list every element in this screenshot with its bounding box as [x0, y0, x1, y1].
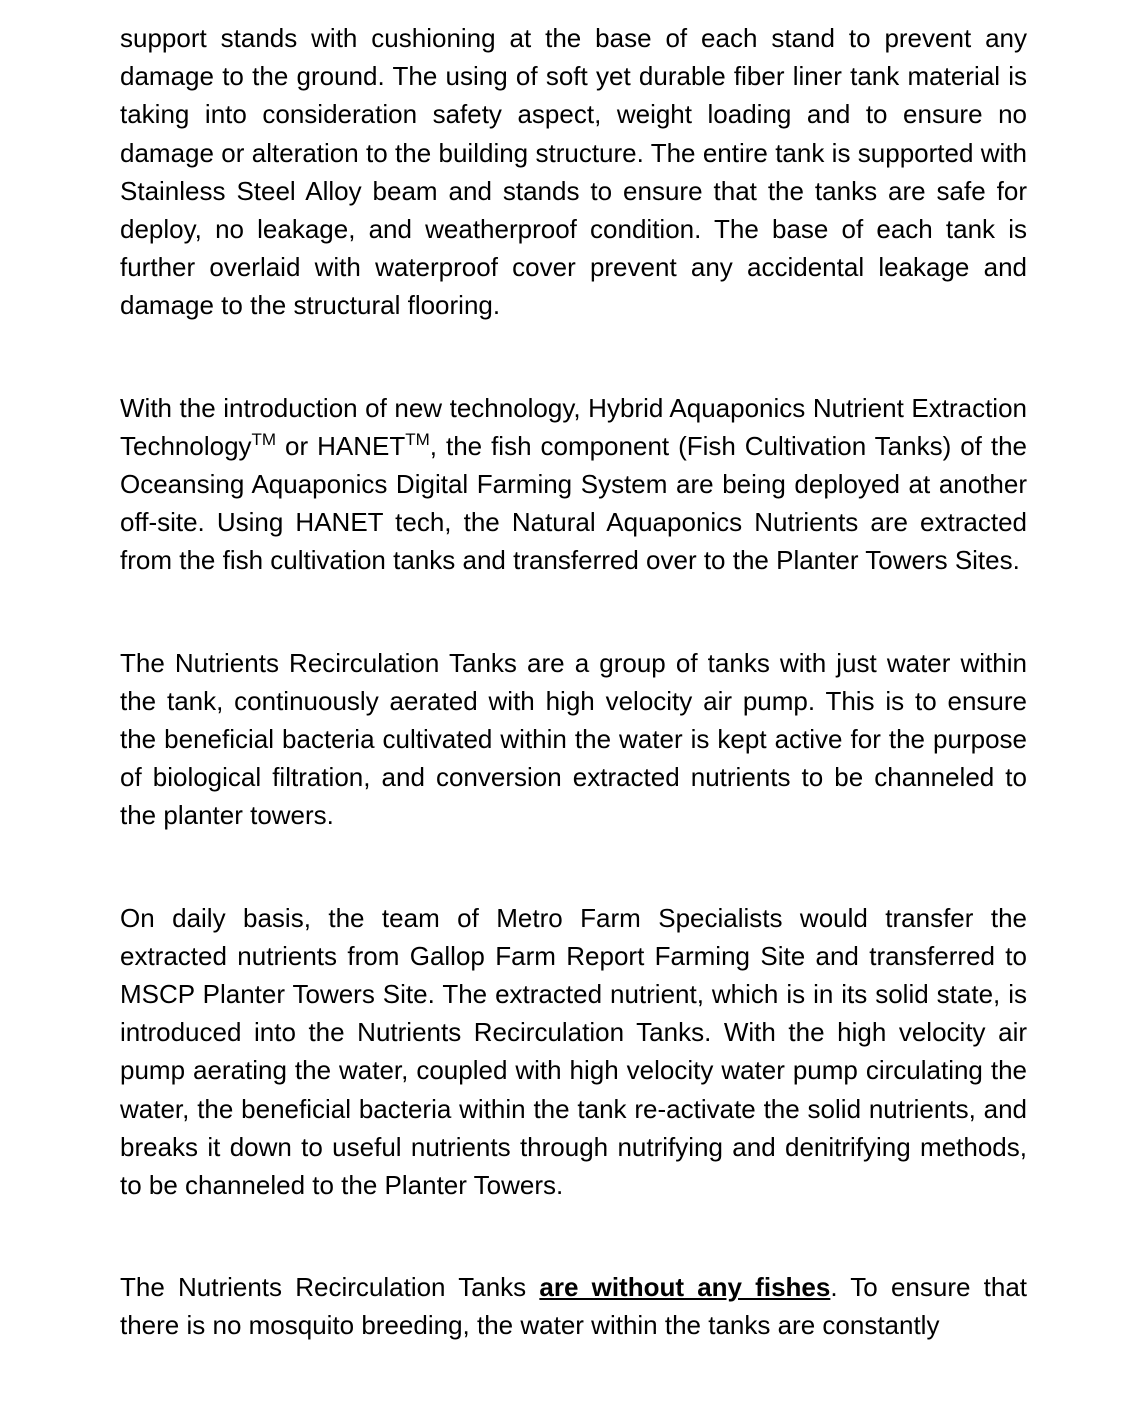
paragraph-spacer — [120, 325, 1027, 389]
paragraph-hanet-text-1: With the introduction of new technology, Hybrid Aquaponics Nutrient Extraction Technology — [120, 392, 1027, 461]
paragraph-hanet-text-3: , the fish component (Fish Cultivation Tanks) of the Oceansing Aquaponics Digital Farming System are being deployed at another off-site. Using HANET tech, the Natural Aquaponics Nutrients are extracted from the fish cultivation tanks and transferred over to the Planter Towers Sites. — [120, 430, 1027, 576]
paragraph-daily-transfer: On daily basis, the team of Metro Farm Specialists would transfer the extracted nutrients from Gallop Farm Report Farming Site and transferred to MSCP Planter Towers Site. The extracted nutrient, which is in its solid state, is introduced into the Nutrients Recirculation Tanks. With the high velocity air pump aerating the water, coupled with high velocity water pump circulating the water, the beneficial bacteria within the tank re-activate the solid nutrients, and breaks it down to useful nutrients through nutrifying and denitrifying methods, to be channeled to the Planter Towers. — [120, 902, 1027, 1201]
paragraph-hanet-technology — [120, 389, 1027, 580]
paragraph-spacer — [120, 835, 1027, 899]
paragraph-no-fishes-text-1: The Nutrients Recirculation Tanks — [120, 1272, 540, 1303]
paragraph-hanet-text-2: or HANET — [276, 430, 406, 461]
trademark-superscript: TM — [405, 429, 430, 449]
paragraph-spacer — [120, 580, 1027, 644]
paragraph-tank-support: support stands with cushioning at the base of each stand to prevent any damage to the ground. The using of soft yet durable fiber liner tank material is taking into consideration safety aspect, weight loading and to ensure no damage or alteration to the building structure. The entire tank is supported with Stainless Steel Alloy beam and stands to ensure that the tanks are safe for deploy, no leakage, and weatherproof condition. The base of each tank is further overlaid with waterproof cover prevent any accidental leakage and damage to the structural flooring. — [120, 23, 1027, 321]
emphasis-without-fishes: are without any fishes — [539, 1272, 831, 1303]
paragraph-recirculation-tanks: The Nutrients Recirculation Tanks are a group of tanks with just water within the tank, continuously aerated with high velocity air pump. This is to ensure the beneficial bacteria cultivated within the water is kept active for the purpose of biological filtration, and conversion extracted nutrients to be channeled to the planter towers. — [120, 647, 1027, 831]
paragraph-no-fishes — [120, 1268, 1027, 1344]
paragraph-no-fishes-text-2: . To ensure that there is no mosquito breeding, the water within the tanks are constantly — [120, 1272, 1027, 1341]
paragraph-spacer — [120, 1204, 1027, 1268]
trademark-superscript: TM — [251, 429, 277, 449]
document-page — [120, 19, 1027, 1345]
